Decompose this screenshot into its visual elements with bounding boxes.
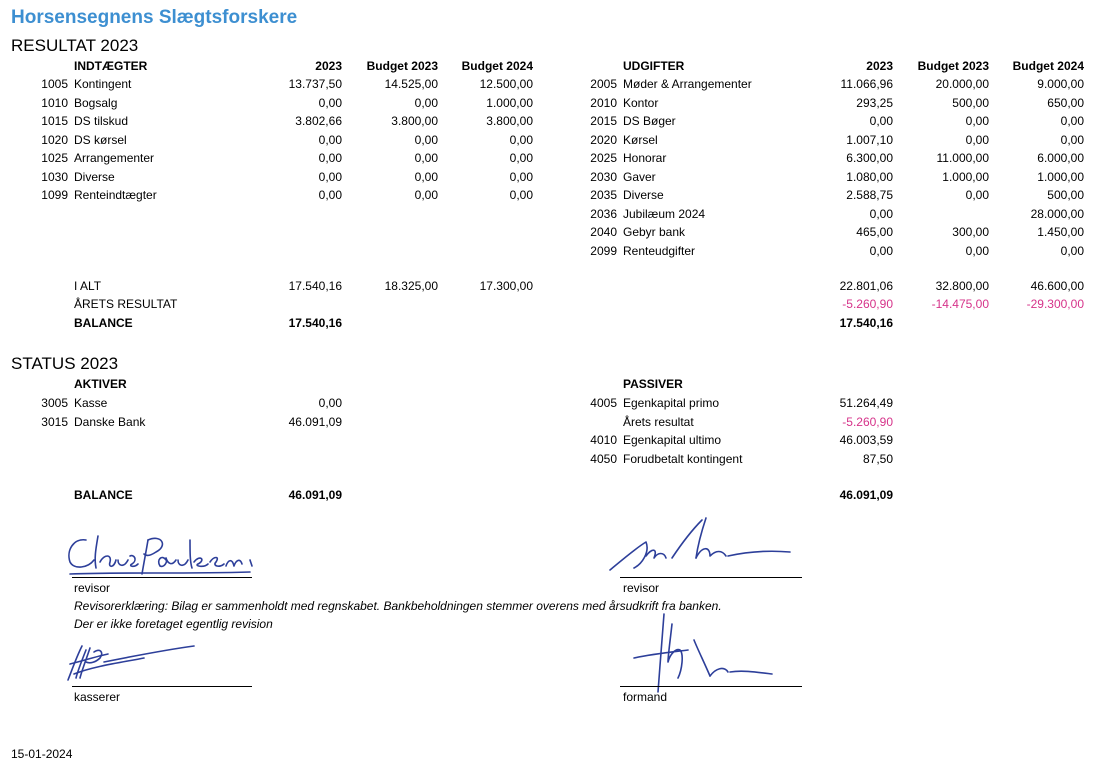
expense-value-budget-2023: 0,00 xyxy=(965,114,989,128)
expense-value-2023: 0,00 xyxy=(869,243,893,258)
expense-code: 2025 xyxy=(590,151,617,165)
expense-label: Renteudgifter xyxy=(623,243,696,258)
expense-value-budget-2024: 500,00 xyxy=(1047,188,1084,202)
i-alt-label: I ALT xyxy=(74,279,102,293)
balance-expense: 17.540,16 xyxy=(839,316,893,330)
expense-label: Møder & Arrangementer xyxy=(623,77,752,91)
liability-label: Egenkapital ultimo xyxy=(623,433,722,447)
expense-code: 2035 xyxy=(590,188,617,202)
expense-label: DS Bøger xyxy=(623,114,676,128)
income-value-budget-2023: 3.800,00 xyxy=(391,114,438,128)
expense-total-2023: 22.801,06 xyxy=(839,279,893,293)
expense-value-2023: 0,00 xyxy=(869,114,893,128)
balance-income: 17.540,16 xyxy=(288,316,342,330)
income-value-budget-2024: 3.800,00 xyxy=(486,114,533,128)
asset-code: 3015 xyxy=(41,414,68,429)
result-budget-2023: -14.475,00 xyxy=(931,297,989,311)
status-balance-liabilities: 46.091,09 xyxy=(839,488,893,502)
expense-code: 2005 xyxy=(590,77,617,91)
kasserer-signature xyxy=(64,632,204,684)
income-code: 1020 xyxy=(41,132,68,147)
expense-value-budget-2024: 650,00 xyxy=(1047,95,1084,110)
liability-code: 4005 xyxy=(590,396,617,410)
income-label: DS tilskud xyxy=(74,114,129,128)
expense-value-2023: 1.080,00 xyxy=(846,169,893,184)
result-2023: -5.260,90 xyxy=(842,297,893,311)
revisor-label-1: revisor xyxy=(74,581,111,595)
expense-value-2023: 0,00 xyxy=(869,206,893,221)
income-code: 1025 xyxy=(41,151,68,165)
expense-label: Kørsel xyxy=(623,132,658,147)
income-value-budget-2023: 0,00 xyxy=(414,169,438,184)
liability-value: -5.260,90 xyxy=(842,414,893,429)
expense-label: Diverse xyxy=(623,188,664,202)
income-label: Bogsalg xyxy=(74,95,118,110)
income-value-budget-2023: 0,00 xyxy=(414,132,438,147)
income-value-budget-2023: 0,00 xyxy=(414,95,438,110)
expense-value-budget-2023: 500,00 xyxy=(952,95,989,110)
expense-code: 2010 xyxy=(590,95,617,110)
kasserer-line xyxy=(72,686,252,687)
revisor-label-2: revisor xyxy=(623,581,660,595)
formand-label: formand xyxy=(623,690,668,704)
expense-value-budget-2023: 300,00 xyxy=(952,225,989,239)
kasserer-label: kasserer xyxy=(74,690,121,704)
expense-value-2023: 6.300,00 xyxy=(846,151,893,165)
expense-value-2023: 11.066,96 xyxy=(840,77,893,91)
income-label: Kontingent xyxy=(74,77,132,91)
income-value-2023: 13.737,50 xyxy=(288,77,342,91)
expense-col-budget-2024: Budget 2024 xyxy=(1012,59,1084,73)
expense-value-2023: 465,00 xyxy=(856,225,893,239)
expense-label: Jubilæum 2024 xyxy=(623,206,706,221)
income-code: 1030 xyxy=(41,169,68,184)
income-col-2023: 2023 xyxy=(315,59,342,73)
result-budget-2024: -29.300,00 xyxy=(1026,297,1084,311)
expense-value-budget-2023: 0,00 xyxy=(965,188,989,202)
income-code: 1015 xyxy=(41,114,68,128)
expense-header: UDGIFTER xyxy=(623,59,685,73)
document-date: 15-01-2024 xyxy=(11,747,73,761)
income-code: 1005 xyxy=(41,77,68,91)
asset-value: 46.091,09 xyxy=(288,414,342,429)
expense-value-budget-2024: 28.000,00 xyxy=(1030,206,1084,221)
expense-value-budget-2023: 11.000,00 xyxy=(936,151,989,165)
balance-label: BALANCE xyxy=(74,316,133,330)
income-value-budget-2024: 0,00 xyxy=(509,188,533,202)
income-value-2023: 0,00 xyxy=(318,169,342,184)
income-label: Diverse xyxy=(74,169,115,184)
asset-label: Kasse xyxy=(74,396,108,410)
income-value-budget-2023: 0,00 xyxy=(414,151,438,165)
asset-label: Danske Bank xyxy=(74,414,146,429)
income-value-budget-2024: 0,00 xyxy=(509,169,533,184)
statement-line-2: Der er ikke foretaget egentlig revision xyxy=(74,617,273,631)
status-balance-assets: 46.091,09 xyxy=(288,488,342,502)
revisor-line-2 xyxy=(620,577,802,578)
income-value-2023: 0,00 xyxy=(318,188,342,202)
liability-label: Egenkapital primo xyxy=(623,396,720,410)
expense-code: 2040 xyxy=(590,225,617,239)
expense-code: 2036 xyxy=(590,206,617,221)
income-code: 1010 xyxy=(41,95,68,110)
income-value-budget-2024: 1.000,00 xyxy=(486,95,533,110)
income-value-budget-2024: 0,00 xyxy=(509,151,533,165)
formand-line xyxy=(620,686,802,687)
liability-code: 4010 xyxy=(590,433,617,447)
expense-code: 2015 xyxy=(590,114,617,128)
income-value-2023: 0,00 xyxy=(318,95,342,110)
expense-total-budget-2023: 32.800,00 xyxy=(935,279,989,293)
liability-code xyxy=(570,413,617,431)
liability-label: Forudbetalt kontingent xyxy=(623,451,743,466)
asset-code: 3005 xyxy=(41,396,68,410)
formand-signature xyxy=(612,610,792,696)
result-label: ÅRETS RESULTAT xyxy=(74,297,178,311)
expense-col-budget-2023: Budget 2023 xyxy=(917,59,989,73)
expense-value-budget-2023 xyxy=(890,205,989,223)
expense-label: Honorar xyxy=(623,151,667,165)
status-balance-label: BALANCE xyxy=(74,488,133,502)
expense-value-budget-2024: 1.450,00 xyxy=(1037,225,1084,239)
expense-value-2023: 293,25 xyxy=(856,95,893,110)
expense-total-budget-2024: 46.600,00 xyxy=(1030,279,1084,293)
asset-value: 0,00 xyxy=(318,396,342,410)
expense-value-budget-2024: 0,00 xyxy=(1060,114,1084,128)
liability-value: 51.264,49 xyxy=(839,396,893,410)
income-code: 1099 xyxy=(41,188,68,202)
revisor-signature-1 xyxy=(62,530,262,578)
income-col-budget-2023: Budget 2023 xyxy=(366,59,438,73)
org-title: Horsensegnens Slægtsforskere xyxy=(11,7,298,28)
income-value-budget-2023: 0,00 xyxy=(414,188,438,202)
expense-code: 2020 xyxy=(590,132,617,147)
expense-code: 2099 xyxy=(590,243,617,258)
revisor-signature-2 xyxy=(606,516,802,576)
expense-code: 2030 xyxy=(590,169,617,184)
income-label: DS kørsel xyxy=(74,132,127,147)
expense-value-2023: 2.588,75 xyxy=(846,188,893,202)
assets-header: AKTIVER xyxy=(74,377,127,391)
statement-line-1: Revisorerklæring: Bilag er sammenholdt med regnskabet. Bankbeholdningen stemmer overens med årsudkrift fra banken. xyxy=(74,599,722,613)
liabilities-header: PASSIVER xyxy=(623,377,683,391)
liability-value: 46.003,59 xyxy=(839,433,893,447)
income-value-budget-2023: 14.525,00 xyxy=(384,77,438,91)
expense-value-budget-2023: 0,00 xyxy=(965,243,989,258)
expense-value-budget-2024: 9.000,00 xyxy=(1037,77,1084,91)
income-label: Arrangementer xyxy=(74,151,155,165)
expense-label: Kontor xyxy=(623,95,659,110)
income-value-2023: 3.802,66 xyxy=(295,114,342,128)
income-label: Renteindtægter xyxy=(74,188,157,202)
income-col-budget-2024: Budget 2024 xyxy=(461,59,533,73)
expense-value-budget-2023: 0,00 xyxy=(965,132,989,147)
expense-value-2023: 1.007,10 xyxy=(846,132,893,147)
income-value-budget-2024: 12.500,00 xyxy=(479,77,533,91)
expense-value-budget-2023: 1.000,00 xyxy=(942,169,989,184)
liability-value: 87,50 xyxy=(862,451,893,466)
revisor-line-1 xyxy=(72,577,252,578)
resultat-title: RESULTAT 2023 xyxy=(11,36,139,55)
expense-value-budget-2024: 6.000,00 xyxy=(1037,151,1084,165)
income-total-budget-2024: 17.300,00 xyxy=(479,279,533,293)
expense-label: Gaver xyxy=(623,169,656,184)
income-header: INDTÆGTER xyxy=(74,59,148,73)
income-value-budget-2024: 0,00 xyxy=(509,132,533,147)
expense-label: Gebyr bank xyxy=(623,225,686,239)
status-title: STATUS 2023 xyxy=(11,354,119,373)
liability-label: Årets resultat xyxy=(623,414,694,429)
income-total-budget-2023: 18.325,00 xyxy=(384,279,438,293)
expense-value-budget-2024: 0,00 xyxy=(1060,132,1084,147)
liability-code: 4050 xyxy=(590,451,617,466)
expense-col-2023: 2023 xyxy=(866,59,893,73)
expense-value-budget-2024: 0,00 xyxy=(1060,243,1084,258)
income-total-2023: 17.540,16 xyxy=(288,279,342,293)
income-value-2023: 0,00 xyxy=(318,132,342,147)
income-value-2023: 0,00 xyxy=(318,151,342,165)
expense-value-budget-2023: 20.000,00 xyxy=(935,77,989,91)
expense-value-budget-2024: 1.000,00 xyxy=(1037,169,1084,184)
